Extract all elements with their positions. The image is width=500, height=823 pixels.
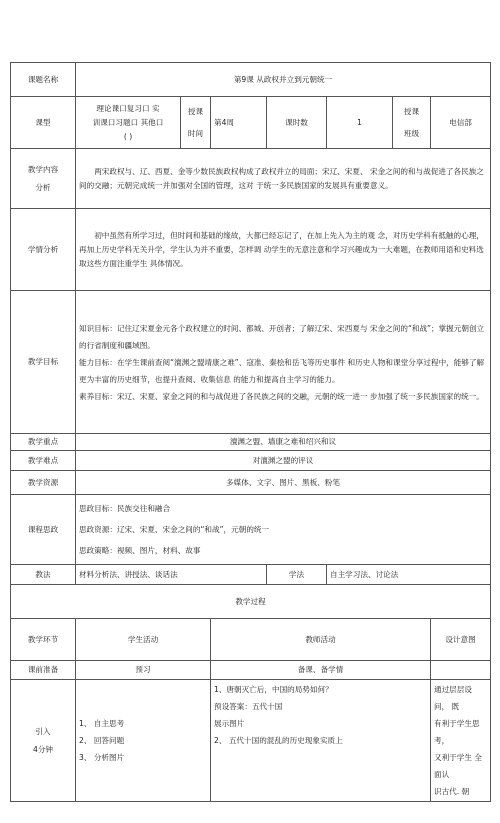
intro-stage-duration: 4分钟 xyxy=(32,744,54,754)
learner-analysis-text: 初中虽然有所学习过，但时间和基础的缘故，大都已经忘记了，在加上先入为主的观 念，对历史学科有抵触的心理，再加上历史学科无关升学，学生认为并不重要，怎样调 动学生的无意注意和学习兴趣成为一大难题，在教师用语和史料选取这些方面注重学生 具体情况。 xyxy=(76,209,491,291)
process-col-stage: 教学环节 xyxy=(11,619,76,661)
intro-intent-3: 又利于学生 全面认 xyxy=(434,753,482,779)
course-type-line-1: 理论课口复习口 实 xyxy=(96,103,160,113)
content-label-2: 分析 xyxy=(35,182,51,192)
literacy-goal: 素养目标：宋辽、宋夏、家金之间的和与战促进了各民族之间的交融，元朝的统一进一 步加强了统一多民族国家的统一。 xyxy=(79,391,484,401)
course-type-label: 课型 xyxy=(11,97,76,149)
intro-stage xyxy=(11,680,76,802)
resources-row xyxy=(11,471,491,495)
content-analysis-text: 两宋政权与、辽、西夏、金等少数民族政权构成了政权并立的局面；宋辽、宋夏、 宋金之间的和与战促进了各民族之间的交融；元朝完成统一并加强对全国的管理，这对 于统一多民族国家的发展具有重要意义。 xyxy=(76,149,491,209)
knowledge-goal: 知识目标：记住辽宋夏金元各个政权建立的时间、都城、开创者；了解辽宋、宋西夏与 宋金之间的“和战”；掌握元朝创立的行省制度和疆域图。 xyxy=(79,323,485,350)
lesson-plan-table xyxy=(10,62,491,802)
intro-teacher-2: 预设答案：五代十国 xyxy=(214,702,283,711)
teaching-time-label xyxy=(181,97,211,149)
class-label-1: 授课 xyxy=(403,106,420,116)
intro-teacher-3: 展示图片 xyxy=(214,719,245,728)
course-type-line-2: 训课口习题口 其他口 xyxy=(92,117,164,127)
teaching-goals-row xyxy=(11,291,491,434)
process-title-row xyxy=(11,585,491,619)
content-analysis-label xyxy=(11,149,76,209)
class-value: 电信部 xyxy=(431,97,491,149)
ideology-row xyxy=(11,495,491,565)
class-label xyxy=(393,97,431,149)
prep-student: 预习 xyxy=(76,661,211,680)
teaching-time-label-1: 授课 xyxy=(187,106,204,116)
course-type-line-3: ( ) xyxy=(123,131,133,141)
process-col-student: 学生活动 xyxy=(76,619,211,661)
intro-intent-4: 识古代. 朝 xyxy=(434,787,470,796)
teaching-time-label-2: 时间 xyxy=(187,128,204,138)
key-points-row xyxy=(11,434,491,451)
difficulties-label: 教学难点 xyxy=(11,451,76,471)
intro-row xyxy=(11,680,491,802)
teaching-time-value: 第4周 xyxy=(211,97,267,149)
intro-intent xyxy=(431,680,491,802)
process-title: 教学过程 xyxy=(11,585,491,619)
teaching-method-label: 教法 xyxy=(11,565,76,585)
ideology-text xyxy=(76,495,491,565)
ideology-label: 课程思政 xyxy=(11,495,76,565)
intro-student xyxy=(76,680,211,802)
difficulties-row xyxy=(11,451,491,471)
prep-stage: 课前准备 xyxy=(11,661,76,680)
key-points-label: 教学重点 xyxy=(11,434,76,451)
difficulties-value: 对澶渊之盟的评议 xyxy=(76,451,491,471)
process-col-teacher: 教师活动 xyxy=(211,619,431,661)
hours-label: 课时数 xyxy=(267,97,327,149)
intro-teacher-1: 1、唐朝灭亡后，中国的局势如何？ xyxy=(214,685,333,694)
topic-row xyxy=(11,63,491,97)
resources-value: 多媒体、文字、图片、黑板、粉笔 xyxy=(76,471,491,495)
topic-label: 课题名称 xyxy=(11,63,76,97)
ideology-goal: 思政目标：民族交往和融合 xyxy=(79,504,171,513)
learner-analysis-label: 学情分析 xyxy=(11,209,76,291)
topic-value: 第9课 从政权并立到元朝统一 xyxy=(76,63,491,97)
course-type-options xyxy=(76,97,181,149)
content-label-1: 教学内容 xyxy=(27,164,59,174)
class-label-2: 班级 xyxy=(403,128,420,138)
hours-value: 1 xyxy=(327,97,393,149)
intro-intent-1: 通过层层设问， 既 xyxy=(434,685,472,711)
prep-row xyxy=(11,661,491,680)
resources-label: 教学资源 xyxy=(11,471,76,495)
process-header-row xyxy=(11,619,491,661)
intro-intent-2: 有利于学生思 考， xyxy=(434,719,480,745)
teaching-goals-text xyxy=(76,291,491,434)
intro-student-3: 3、 分析图片 xyxy=(79,753,125,762)
teaching-goals-label: 教学目标 xyxy=(11,291,76,434)
ability-goal: 能力目标：在学生课前查阅“澶渊之盟靖康之难”、寇准、秦桧和岳飞等历史事件 和历史人物和课堂分享过程中，能够了解更为丰富的历史细节，也提升查阅、收集信息 的能力和提高自主学习的能力。 xyxy=(79,357,485,384)
intro-stage-name: 引入 xyxy=(35,726,51,736)
learner-analysis-row xyxy=(11,209,491,291)
intro-teacher xyxy=(211,680,431,802)
intro-student-1: 1、 自主思考 xyxy=(79,719,125,728)
study-method-value: 自主学习法、讨论法 xyxy=(327,565,491,585)
methods-row xyxy=(11,565,491,585)
key-points-value: 澶渊之盟、墙康之难和绍兴和议 xyxy=(76,434,491,451)
teaching-method-value: 材料分析法、讲授法、谈话法 xyxy=(76,565,267,585)
study-method-label: 学法 xyxy=(267,565,327,585)
prep-intent xyxy=(431,661,491,680)
intro-student-2: 2、 回答问题 xyxy=(79,736,125,745)
intro-teacher-4: 2、 五代十国的混乱的历史现象实质上 xyxy=(214,736,343,745)
content-analysis-row xyxy=(11,149,491,209)
process-col-intent: 设计意图 xyxy=(431,619,491,661)
prep-teacher: 备课、备学情 xyxy=(211,661,431,680)
ideology-resource: 思政资源：辽宋、宋夏、宋金之间的“和战”，元朝的统一 xyxy=(79,525,270,534)
ideology-strategy: 思政策略：视频、图片，材料、故事 xyxy=(79,546,201,555)
course-type-row xyxy=(11,97,491,149)
